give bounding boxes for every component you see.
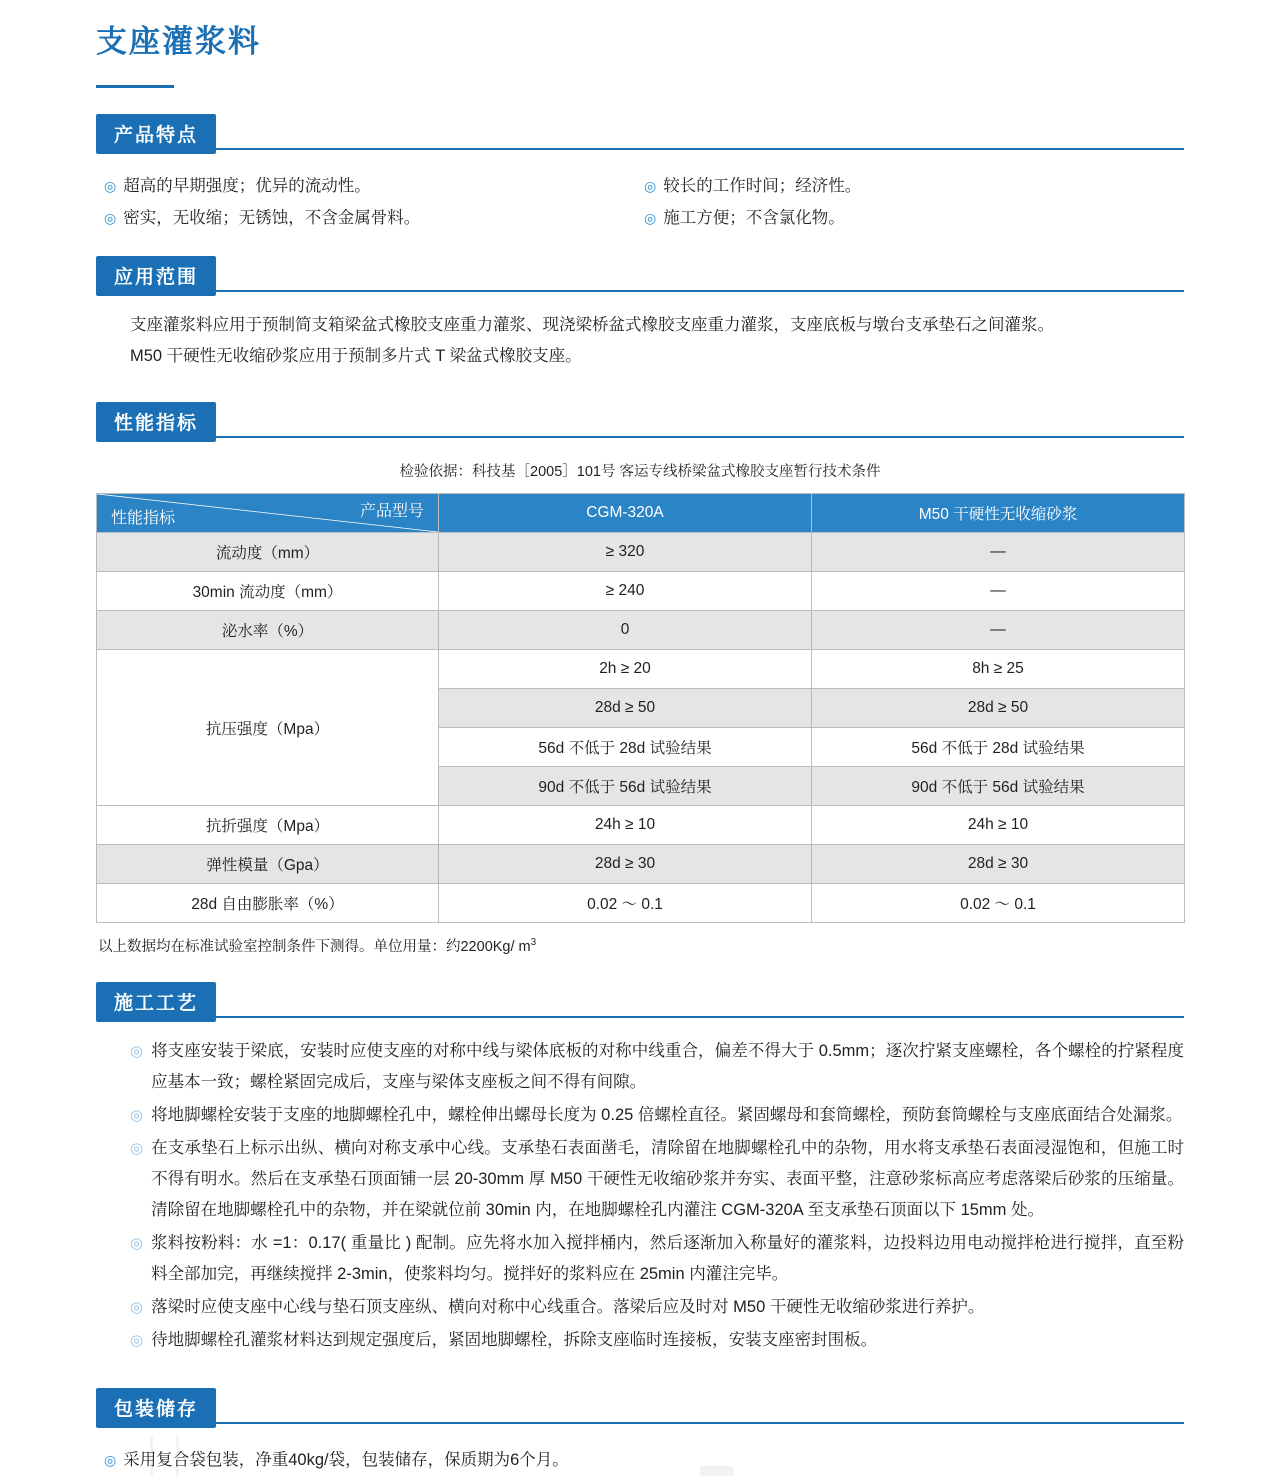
bullet-icon: ◎ [104, 178, 117, 194]
section-header-features [96, 114, 1184, 150]
table-footnote-text: 以上数据均在标准试验室控制条件下测得。单位用量：约2200Kg/ m [98, 939, 531, 955]
row-value: 24h ≥ 10 [812, 806, 1185, 845]
bullet-icon: ◎ [130, 1140, 144, 1157]
list-item [104, 170, 644, 202]
table-row [97, 611, 1185, 650]
row-label: 弹性模量（Gpa） [97, 845, 439, 884]
row-label: 泌水率（%） [97, 611, 439, 650]
row-label: 抗折强度（Mpa） [97, 806, 439, 845]
row-label: 28d 自由膨胀率（%） [97, 884, 439, 923]
section-rule [96, 148, 1184, 150]
section-header-performance [96, 402, 1184, 438]
test-basis-note: 检验依据：科技基［2005］101号 客运专线桥梁盆式橡胶支座暂行技术条件 [399, 464, 881, 480]
list-item-label: 将地脚螺栓安装于支座的地脚螺栓孔中，螺栓伸出螺母长度为 0.25 倍螺栓直径。紧固螺母和套筒螺栓，预防套筒螺栓与支座底面结合处漏浆。 [151, 1106, 1183, 1124]
bullet-icon: ◎ [644, 178, 657, 194]
table-row [97, 572, 1185, 611]
list-item [96, 1036, 1184, 1098]
paragraph: M50 干硬性无收缩砂浆应用于预制多片式 T 梁盆式橡胶支座。 [130, 347, 582, 365]
bullet-icon: ◎ [130, 1299, 144, 1316]
section-title-features: 产品特点 [96, 114, 216, 154]
table-row [97, 845, 1185, 884]
row-value: 28d ≥ 30 [812, 845, 1185, 884]
list-item-label: 浆料按粉料：水 =1：0.17( 重量比 ) 配制。应先将水加入搅拌桶内，然后逐渐加入称量好的灌浆料，边投料边用电动搅拌枪进行搅拌，直至粉料全部加完，再继续搅拌 2-3min，使浆料均匀。搅拌好的浆料应在 25min 内灌注完毕。 [151, 1234, 1184, 1283]
section-header-application [96, 256, 1184, 292]
section-title-performance: 性能指标 [96, 402, 216, 442]
table-row [97, 884, 1185, 923]
process-list [96, 1026, 1184, 1362]
bullet-icon: ◎ [644, 210, 657, 226]
page-title: 支座灌浆料 [96, 24, 261, 59]
title-underline [96, 85, 174, 88]
section-header-packaging [96, 1388, 1184, 1424]
table-corner-product-label: 产品型号 [359, 503, 424, 520]
table-row [97, 806, 1185, 845]
table-row [97, 533, 1185, 572]
list-item [96, 1292, 1184, 1323]
row-value: ≥ 240 [439, 572, 812, 611]
row-value: 0.02 ～ 0.1 [439, 884, 812, 923]
application-body [96, 300, 1184, 376]
section-rule [96, 290, 1184, 292]
row-value: — [812, 572, 1185, 611]
row-value: 8h ≥ 25 [812, 650, 1185, 689]
list-item-label: 采用复合袋包装，净重40kg/袋，包装储存，保质期为6个月。 [123, 1451, 569, 1469]
scan-artifact [150, 1436, 153, 1476]
table-footnote [96, 935, 1184, 956]
list-item [96, 1133, 1184, 1226]
row-value: — [812, 533, 1185, 572]
list-item-label: 超高的早期强度；优异的流动性。 [123, 177, 371, 195]
section-header-process [96, 982, 1184, 1018]
bullet-icon: ◎ [104, 210, 117, 226]
row-label-merged: 抗压强度（Mpa） [97, 650, 439, 806]
list-item-label: 待地脚螺栓孔灌浆材料达到规定强度后，紧固地脚螺栓，拆除支座临时连接板，安装支座密封围板。 [151, 1331, 878, 1349]
list-item-label: 较长的工作时间；经济性。 [663, 177, 862, 195]
list-item-label: 密实，无收缩；无锈蚀，不含金属骨料。 [123, 209, 421, 227]
row-value: 0 [439, 611, 812, 650]
features-list [96, 158, 1184, 240]
bullet-icon: ◎ [130, 1107, 144, 1124]
table-column-header: CGM-320A [439, 494, 812, 533]
table-row [97, 650, 1185, 689]
performance-table [96, 493, 1185, 923]
row-value: 24h ≥ 10 [439, 806, 812, 845]
row-value: ≥ 320 [439, 533, 812, 572]
section-rule [96, 1016, 1184, 1018]
paragraph: 支座灌浆料应用于预制简支箱梁盆式橡胶支座重力灌浆、现浇梁桥盆式橡胶支座重力灌浆，支座底板与墩台支承垫石之间灌浆。 [130, 316, 1054, 334]
table-header-row [97, 494, 1185, 533]
list-item-label: 落梁时应使支座中心线与垫石顶支座纵、横向对称中心线重合。落梁后应及时对 M50 干硬性无收缩砂浆进行养护。 [151, 1298, 985, 1316]
list-item [644, 170, 1184, 202]
section-title-process: 施工工艺 [96, 982, 216, 1022]
bullet-icon: ◎ [130, 1235, 144, 1252]
section-title-packaging: 包装储存 [96, 1388, 216, 1428]
bullet-icon: ◎ [130, 1332, 144, 1349]
row-label: 流动度（mm） [97, 533, 439, 572]
table-corner-metric-label: 性能指标 [111, 510, 176, 527]
scan-artifact [700, 1466, 734, 1476]
list-item [96, 1325, 1184, 1356]
list-item [104, 202, 644, 234]
list-item [644, 202, 1184, 234]
row-value: 90d 不低于 56d 试验结果 [439, 767, 812, 806]
row-value: — [812, 611, 1185, 650]
section-title-application: 应用范围 [96, 256, 216, 296]
row-value: 28d ≥ 50 [439, 689, 812, 728]
list-item-label: 在支承垫石上标示出纵、横向对称支承中心线。支承垫石表面凿毛，清除留在地脚螺栓孔中的杂物，用水将支承垫石表面浸湿饱和，但施工时不得有明水。然后在支承垫石顶面铺一层 20-30mm 厚 M50 干硬性无收缩砂浆并夯实、表面平整，注意砂浆标高应考虑落梁后砂浆的压缩量。清除留在地脚螺栓孔中的杂物，并在梁就位前 30min 内，在地脚螺栓孔内灌注 CGM-320A 至支承垫石顶面以下 15mm 处。 [151, 1139, 1184, 1219]
section-rule [96, 1422, 1184, 1424]
row-value: 56d 不低于 28d 试验结果 [439, 728, 812, 767]
list-item [96, 1100, 1184, 1131]
table-column-header: M50 干硬性无收缩砂浆 [812, 494, 1185, 533]
packaging-list [96, 1432, 1184, 1476]
list-item-label: 施工方便；不含氯化物。 [663, 209, 845, 227]
section-rule [96, 436, 1184, 438]
row-value: 28d ≥ 30 [439, 845, 812, 884]
row-label: 30min 流动度（mm） [97, 572, 439, 611]
table-corner-cell [97, 494, 439, 533]
list-item-label: 将支座安装于梁底，安装时应使支座的对称中线与梁体底板的对称中线重合，偏差不得大于 0.5mm；逐次拧紧支座螺栓，各个螺栓的拧紧程度应基本一致；螺栓紧固完成后，支座与梁体支座板之间不得有间隙。 [151, 1042, 1184, 1091]
row-value: 90d 不低于 56d 试验结果 [812, 767, 1185, 806]
row-value: 28d ≥ 50 [812, 689, 1185, 728]
row-value: 0.02 ～ 0.1 [812, 884, 1185, 923]
bullet-icon: ◎ [130, 1043, 144, 1060]
row-value: 56d 不低于 28d 试验结果 [812, 728, 1185, 767]
cubic-exponent: 3 [530, 937, 537, 949]
bullet-icon: ◎ [104, 1452, 117, 1468]
row-value: 2h ≥ 20 [439, 650, 812, 689]
scan-artifact [176, 1436, 179, 1476]
list-item [96, 1228, 1184, 1290]
